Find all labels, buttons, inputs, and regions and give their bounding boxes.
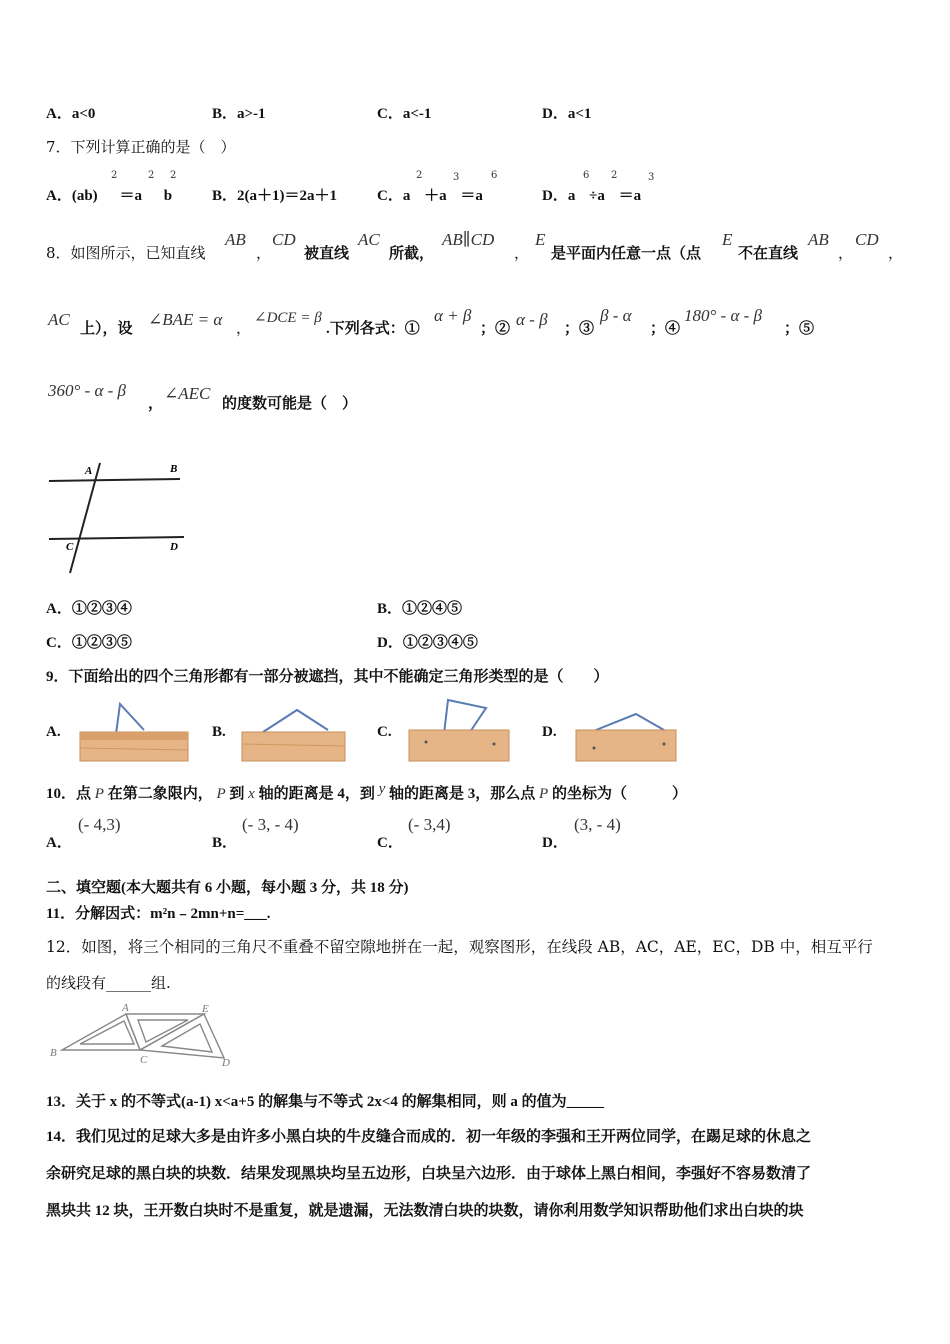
q9-stem: 9．下面给出的四个三角形都有一部分被遮挡，其中不能确定三角形类型的是（ ） [46,669,609,685]
q8-math-parallel: AB∥CD [442,230,495,249]
q9-label-c: C. [377,724,392,740]
q8-math-cd: CD [272,230,296,249]
svg-text:C: C [140,1054,148,1066]
line-cd [49,537,184,539]
q14-line-2: 余研究足球的黑白块的块数．结果发现黑块均呈五边形，白块呈六边形．由于球体上黑白相间，李强好不容易数清了 [46,1166,812,1182]
q9-figure-c [406,694,514,764]
section-2-title: 二、填空题(本大题共有 6 小题，每小题 3 分，共 18 分) [46,880,409,896]
q8-angle-bae: ∠BAE = α [148,310,223,329]
q10-label-d: D． [542,835,568,851]
q12-line-2: 的线段有______组. [46,974,171,992]
label-b: B [170,463,178,475]
q10-coord-c: (- 3,4) [408,815,451,834]
q10-label-b: B． [212,835,238,851]
q14-line-1: 14．我们见过的足球大多是由许多小黑白块的牛皮缝合而成的．初一年级的李强和王开两位同学，在踢足球的休息之 [46,1129,812,1145]
q8-math-ac: AC [358,230,380,249]
q7-stem: 7．下列计算正确的是（ ） [46,138,236,156]
q7-option-a: A．(ab) ＝a b [46,188,173,204]
q6-option-c: C．a<-1 [377,106,432,122]
q8-angle-aec: ∠AEC [164,384,211,403]
q11-text: 11．分解因式：m²n﹣2mn+n=___. [46,906,271,922]
q8-option-d: D．①②③④⑤ [377,635,478,651]
q7-option-d: D．a ÷a ＝a [542,188,642,204]
q10-label-a: A． [46,835,72,851]
q10-stem: 10．点 P 在第二象限内， P 到 x 轴的距离是 4，到 y 轴的距离是 3，那么点 P 的坐标为（ ） [46,781,687,802]
q8-figure [44,455,189,580]
line-ab [49,479,180,481]
q9-label-b: B. [212,724,226,740]
label-c: C [66,541,74,553]
label-a: A [85,465,93,477]
q10-label-c: C． [377,835,403,851]
q8-text-1: 8．如图所示，已知直线 [46,244,206,262]
label-d: D [170,541,178,553]
q8-angle-dce: ∠DCE = β [254,310,322,326]
q9-figure-b [240,700,350,764]
q14-line-3: 黑块共 12 块，王开数白块时不是重复，就是遗漏，无法数清白块的块数，请你利用数学知识帮助他们求出白块的块 [46,1203,804,1219]
q12-line-1: 12．如图，将三个相同的三角尺不重叠不留空隙地拼在一起，观察图形，在线段 AB，AC，AE，EC，DB 中，相互平行 [46,938,873,956]
q10-coord-b: (- 3, - 4) [242,815,299,834]
q6-option-d: D．a<1 [542,106,592,122]
svg-text:A: A [122,1002,129,1014]
q8-option-a: A．①②③④ [46,601,132,617]
q7-option-c: C．a ＋a ＝a [377,188,483,204]
q12-figure [44,1000,239,1070]
svg-text:B: B [50,1047,57,1059]
q9-label-a: A. [46,724,61,740]
q6-option-b: B．a>-1 [212,106,266,122]
q13-text: 13．关于 x 的不等式(a-1) x<a+5 的解集与不等式 2x<4 的解集相同，则 a 的值为_____ [46,1094,605,1110]
svg-text:E: E [202,1003,209,1015]
q10-coord-d: (3, - 4) [574,815,621,834]
q7-option-b: B．2(a＋1)＝2a＋1 [212,188,337,204]
q9-label-d: D. [542,724,557,740]
q9-figure-a [76,700,191,764]
q8-option-c: C．①②③⑤ [46,635,132,651]
q8-math-ab: AB [225,230,246,249]
q8-option-b: B．①②④⑤ [377,601,463,617]
q6-option-a: A．a<0 [46,106,96,122]
svg-text:D: D [222,1057,230,1069]
q10-coord-a: (- 4,3) [78,815,121,834]
q9-figure-d [572,700,680,764]
